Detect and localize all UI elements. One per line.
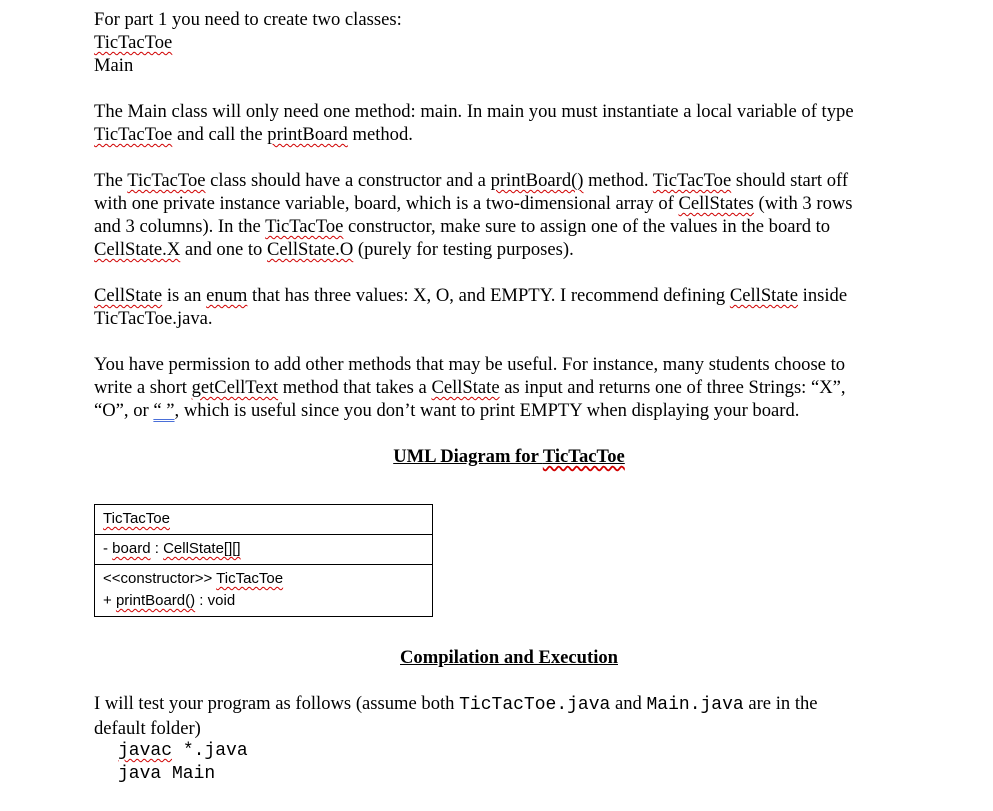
grammar-flag: “ ” [153, 400, 175, 421]
text-run: and [610, 693, 647, 714]
text-run: *.java [172, 741, 248, 761]
text-run: with one private instance variable, board, which is a two-dimensional array of [94, 193, 679, 214]
text-run: (with 3 rows [753, 193, 853, 214]
enum-paragraph [94, 284, 924, 330]
spelling-flag: CellState.O [267, 239, 354, 260]
text-run: write a short [94, 377, 192, 398]
spelling-flag: TicTacToe [94, 124, 173, 145]
text-run: - [103, 540, 113, 557]
spelling-flag: CellState [94, 285, 163, 306]
command-run: java Main [118, 764, 216, 784]
spelling-flag: CellState [431, 377, 500, 398]
command-block [118, 740, 924, 786]
class-name-tictactoe [94, 31, 924, 54]
text-run: default folder) [94, 718, 201, 739]
uml-class-name: TicTacToe [103, 510, 170, 527]
document-page [94, 8, 924, 786]
spelling-flag: TicTacToe [652, 170, 732, 191]
text-run: UML Diagram for [393, 446, 543, 467]
spelling-flag: printBoard() [490, 170, 584, 191]
spelling-flag: javac [118, 741, 173, 761]
uml-heading [94, 445, 924, 468]
text-run: should start off [731, 170, 849, 191]
text-run: : [150, 540, 164, 557]
text-run: method. [583, 170, 653, 191]
text-run: constructor, make sure to assign one of the values in the board to [343, 216, 831, 237]
text-run: method that takes a [278, 377, 432, 398]
spelling-flag: TicTacToe [127, 170, 206, 191]
intro-line: For part 1 you need to create two classes: [94, 9, 402, 30]
spelling-flag: TicTacToe [542, 446, 625, 467]
text-run: inside [798, 285, 848, 306]
spelling-flag: getCellText [191, 377, 279, 398]
tictactoe-class-paragraph [94, 169, 924, 261]
uml-constructor-name: TicTacToe [216, 570, 284, 587]
spelling-flag: TicTacToe [265, 216, 344, 237]
spelling-flag: printBoard [267, 124, 348, 145]
text-run: : void [195, 592, 236, 609]
text-run: The Main class will only need one method: main. In main you must instantiate a local variable of type [94, 101, 854, 122]
uml-field-type: CellState[][] [163, 540, 241, 557]
spelling-flag: CellStates [678, 193, 754, 214]
spelling-flag: CellState [729, 285, 799, 306]
uml-class-name-section [95, 505, 432, 534]
text-run: TicTacToe.java. [94, 308, 213, 329]
compilation-heading: Compilation and Execution [400, 647, 618, 668]
main-class-paragraph [94, 100, 924, 146]
uml-field-name: board [112, 540, 151, 557]
text-run: , which is useful since you don’t want to print EMPTY when displaying your board. [174, 400, 800, 421]
text-run: (purely for testing purposes). [353, 239, 574, 260]
text-run: and one to [180, 239, 267, 260]
text-run: The [94, 170, 128, 191]
text-run: + [103, 592, 116, 609]
text-run: that has three values: X, O, and EMPTY. I recommend defining [247, 285, 730, 306]
text-run: class should have a constructor and a [205, 170, 491, 191]
text-run: method. [347, 124, 413, 145]
code-filename: Main.java [646, 695, 744, 715]
class-name-main: Main [94, 55, 134, 76]
text-run: and call the [172, 124, 268, 145]
uml-class-box [94, 504, 433, 617]
uml-method-name: printBoard() [115, 592, 196, 609]
uml-methods-section [95, 564, 432, 616]
code-filename: TicTacToe.java [459, 695, 611, 715]
text-run: as input and returns one of three Strings: “X”, [499, 377, 846, 398]
text-run: is an [162, 285, 207, 306]
spelling-flag: enum [206, 285, 248, 306]
text-run: I will test your program as follows (assume both [94, 693, 460, 714]
text-run: are in the [743, 693, 818, 714]
spelling-flag: CellState.X [94, 239, 181, 260]
test-paragraph [94, 692, 924, 740]
text-run: “O”, or [94, 400, 154, 421]
text-run: and 3 columns). In the [94, 216, 266, 237]
text-run: <<constructor>> [103, 570, 217, 587]
text-run: You have permission to add other methods that may be useful. For instance, many students choose to [94, 354, 846, 375]
uml-fields-section [95, 534, 432, 564]
spelling-flag: TicTacToe [94, 32, 173, 53]
command-compile [118, 740, 924, 763]
permission-paragraph [94, 353, 924, 422]
